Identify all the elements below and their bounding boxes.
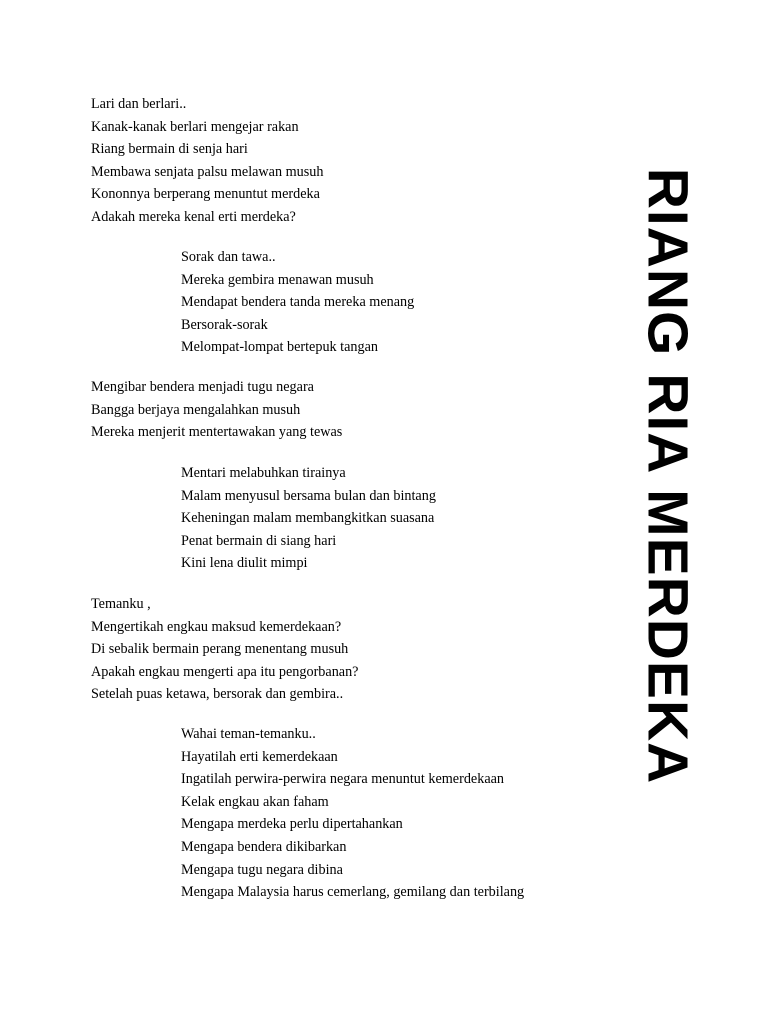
poem-line: Mengapa tugu negara dibina — [181, 861, 343, 878]
poem-title: RIANG RIA MERDEKA — [635, 167, 700, 785]
poem-line: Kelak engkau akan faham — [181, 793, 329, 810]
poem-line: Di sebalik bermain perang menentang musuh — [91, 641, 349, 658]
poem-line: Malam menyusul bersama bulan dan bintang — [181, 487, 436, 504]
poem-line: Bangga berjaya mengalahkan musuh — [91, 401, 301, 418]
poem-line: Setelah puas ketawa, bersorak dan gembira.. — [91, 686, 344, 703]
stanza-1 — [91, 93, 323, 229]
poem-line: Mereka menjerit mentertawakan yang tewas — [91, 424, 343, 441]
poem-line: Sorak dan tawa.. — [181, 249, 276, 265]
stanza-6 — [181, 723, 524, 904]
poem-line: Riang bermain di senja hari — [91, 141, 248, 158]
stanza-3 — [91, 376, 342, 444]
poem-line: Mengibar bendera menjadi tugu negara — [91, 379, 314, 395]
poem-line: Hayatilah erti kemerdekaan — [181, 748, 338, 765]
stanza-2 — [181, 246, 414, 359]
poem-line: Apakah engkau mengerti apa itu pengorbanan? — [91, 663, 359, 680]
poem-line: Lari dan berlari.. — [91, 96, 187, 112]
poem-line: Kononnya berperang menuntut merdeka — [91, 186, 320, 203]
poem-line: Membawa senjata palsu melawan musuh — [91, 163, 324, 180]
poem-line: Mengapa bendera dikibarkan — [181, 838, 347, 855]
poem-line: Adakah mereka kenal erti merdeka? — [91, 208, 296, 225]
poem-line: Ingatilah perwira-perwira negara menuntut kemerdekaan — [181, 771, 505, 788]
poem-line: Mengapa Malaysia harus cemerlang, gemilang dan terbilang — [181, 884, 525, 901]
poem-line: Mentari melabuhkan tirainya — [181, 465, 346, 481]
poem-line: Mereka gembira menawan musuh — [181, 271, 374, 288]
poem-line: Melompat-lompat bertepuk tangan — [181, 339, 378, 356]
poem-line: Kanak-kanak berlari mengejar rakan — [91, 118, 299, 135]
stanza-4 — [181, 462, 436, 575]
poem-line: Penat bermain di siang hari — [181, 532, 337, 549]
poem-line: Wahai teman-temanku.. — [181, 726, 316, 742]
poem-line: Temanku , — [91, 596, 151, 612]
poem-line: Kini lena diulit mimpi — [181, 555, 308, 572]
poem-line: Keheningan malam membangkitkan suasana — [181, 510, 435, 527]
poem-line: Mendapat bendera tanda mereka menang — [181, 294, 415, 311]
poem-line: Mengertikah engkau maksud kemerdekaan? — [91, 618, 342, 635]
poem-line: Mengapa merdeka perlu dipertahankan — [181, 816, 403, 833]
stanza-5 — [91, 593, 358, 706]
poem-line: Bersorak-sorak — [181, 316, 268, 333]
